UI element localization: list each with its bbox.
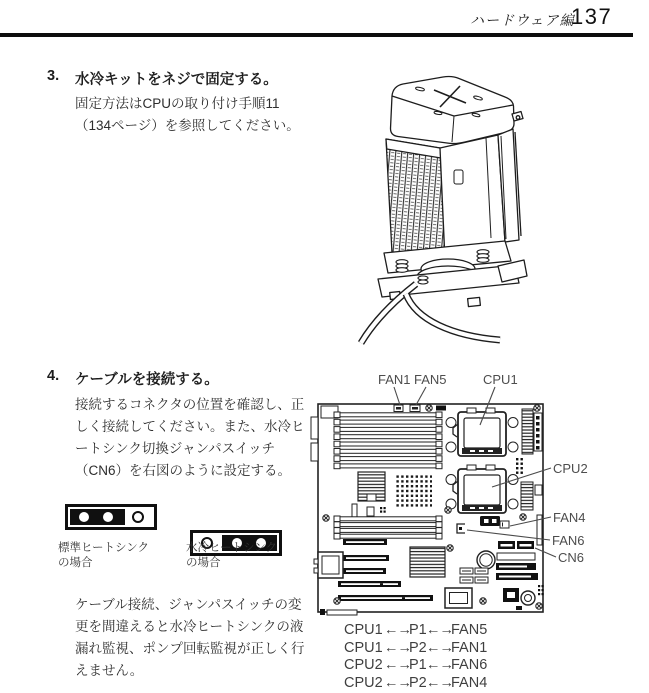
connection-cell: CPU2	[344, 674, 383, 691]
jumper-caption-watercooled: 水冷ヒートシンクの場合	[186, 542, 278, 569]
double-arrow-icon: ←→	[426, 639, 453, 656]
step-4-number: 4.	[47, 368, 60, 384]
connection-cell: P2	[409, 674, 427, 691]
board-label-fan1: FAN1	[378, 372, 411, 387]
connection-cell: P2	[409, 639, 427, 656]
connection-row	[344, 622, 499, 640]
connection-row	[344, 675, 499, 693]
step-3-body: 固定方法はCPUの取り付け手順11（134ページ）を参照してください。	[75, 96, 300, 133]
double-arrow-icon: ←→	[384, 622, 411, 638]
cooler-line-art	[378, 77, 527, 307]
battery	[477, 551, 495, 569]
connection-cell: FAN4	[451, 674, 488, 691]
double-arrow-icon: ←→	[384, 639, 411, 656]
fan1-connector	[394, 405, 403, 412]
connection-cell: CPU2	[344, 657, 383, 673]
connection-cell: P1	[409, 622, 427, 638]
connection-row	[344, 657, 499, 675]
pump-connector	[480, 516, 500, 526]
board-label-cpu1: CPU1	[483, 372, 518, 387]
step-3-title: 水冷キットをネジで固定する。	[75, 72, 278, 88]
bga-chip	[395, 473, 432, 508]
connection-row	[344, 640, 499, 658]
fan4-connector	[500, 521, 509, 528]
connection-cell: CPU1	[344, 639, 383, 656]
connection-cell: FAN5	[451, 622, 488, 638]
connection-cell: CPU1	[344, 622, 383, 638]
jumper-caption-standard: 標準ヒートシンクの場合	[58, 542, 150, 569]
caution-note: ケーブル接続、ジャンパスイッチの変更を間違えると水冷ヒートシンクの液漏れ監視、ポンプ回転監視が正しく行えません。	[75, 597, 305, 678]
water-cooling-kit-illustration	[348, 72, 533, 345]
fan5-connector	[410, 405, 420, 412]
board-label-cn6: CN6	[558, 550, 585, 565]
jumper-pin-closed	[103, 512, 113, 522]
double-arrow-icon: ←→	[426, 657, 453, 673]
header-section-title: ハードウェア編	[470, 12, 575, 28]
connection-cell: P1	[409, 657, 427, 673]
step-4-body: 接続するコネクタの位置を確認し、正しく接続してください。また、水冷ヒートシンク切換ジャンパスイッチ（CN6）を右図のように設定する。	[75, 397, 305, 478]
motherboard-diagram	[310, 365, 649, 622]
board-label-fan5: FAN5	[414, 372, 447, 387]
board-label-cpu2: CPU2	[553, 461, 588, 476]
jumper-pin-open	[132, 511, 144, 523]
jumper-pin-closed	[79, 512, 89, 522]
header-page-number: 137	[571, 4, 613, 29]
double-arrow-icon: ←→	[426, 622, 453, 638]
connection-table	[344, 622, 499, 692]
double-arrow-icon: ←→	[384, 657, 411, 673]
board-label-fan6: FAN6	[552, 533, 585, 548]
double-arrow-icon: ←→	[384, 674, 411, 691]
step-4-title: ケーブルを接続する。	[75, 372, 219, 388]
step-3-number: 3.	[47, 68, 60, 84]
double-arrow-icon: ←→	[426, 674, 453, 691]
connection-cell: FAN6	[451, 657, 488, 673]
board-label-fan4: FAN4	[553, 510, 586, 525]
connection-cell: FAN1	[451, 639, 488, 656]
header-rule	[0, 33, 633, 37]
jumper-figure-standard	[65, 504, 157, 530]
